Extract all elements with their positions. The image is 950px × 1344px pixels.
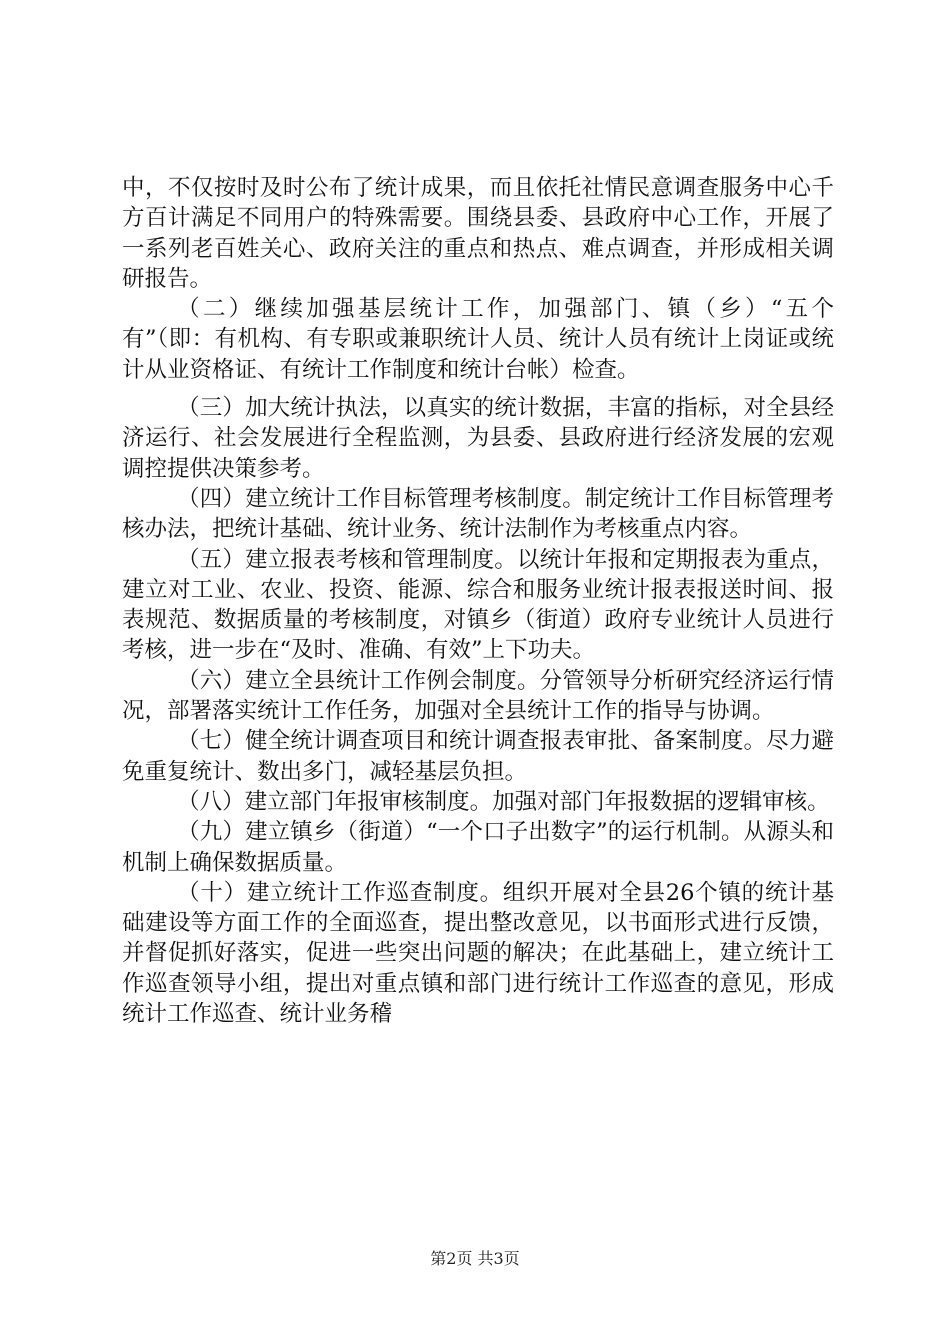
paragraph-item-7: （七）健全统计调查项目和统计调查报表审批、备案制度。尽力避免重复统计、数出多门，减轻基层负担。 bbox=[122, 728, 834, 785]
paragraph-item-9: （九）建立镇乡（街道）“一个口子出数字”的运行机制。从源头和机制上确保数据质量。 bbox=[122, 819, 834, 876]
paragraph-item-3: （三）加大统计执法，以真实的统计数据，丰富的指标，对全县经济运行、社会发展进行全程监测，为县委、县政府进行经济发展的宏观调控提供决策参考。 bbox=[122, 395, 834, 482]
paragraph-item-2: （二）继续加强基层统计工作，加强部门、镇（乡）“五个有”（即：有机构、有专职或兼职统计人员、统计人员有统计上岗证或统计从业资格证、有统计工作制度和统计台帐）检查。 bbox=[122, 296, 834, 383]
page-number-footer: 第2页 共3页 bbox=[430, 1249, 520, 1268]
paragraph-item-4: （四）建立统计工作目标管理考核制度。制定统计工作目标管理考核办法，把统计基础、统计业务、统计法制作为考核重点内容。 bbox=[122, 485, 834, 543]
paragraph-continuation: 中，不仅按时及时公布了统计成果，而且依托社情民意调查服务中心千方百计满足不同用户的特殊需要。围绕县委、县政府中心工作，开展了一系列老百姓关心、政府关注的重点和热点、难点调查，并形成相关调研报告。 bbox=[122, 175, 834, 292]
paragraph-item-10: （十）建立统计工作巡查制度。组织开展对全县26个镇的统计基础建设等方面工作的全面巡查，提出整改意见，以书面形式进行反馈，并督促抓好落实，促进一些突出问题的解决；在此基础上，建立统计工作巡查领导小组，提出对重点镇和部门进行统计工作巡查的意见，形成统计工作巡查、统计业务稽 bbox=[122, 879, 834, 1028]
document-body bbox=[122, 173, 834, 1029]
paragraph-item-8: （八）建立部门年报审核制度。加强对部门年报数据的逻辑审核。 bbox=[177, 788, 830, 815]
paragraph-item-6: （六）建立全县统计工作例会制度。分管领导分析研究经济运行情况，部署落实统计工作任务，加强对全县统计工作的指导与协调。 bbox=[122, 667, 834, 725]
paragraph-item-5: （五）建立报表考核和管理制度。以统计年报和定期报表为重点，建立对工业、农业、投资、能源、综合和服务业统计报表报送时间、报表规范、数据质量的考核制度，对镇乡（街道）政府专业统计人员进行考核，进一步在“及时、准确、有效”上下功夫。 bbox=[122, 546, 834, 664]
